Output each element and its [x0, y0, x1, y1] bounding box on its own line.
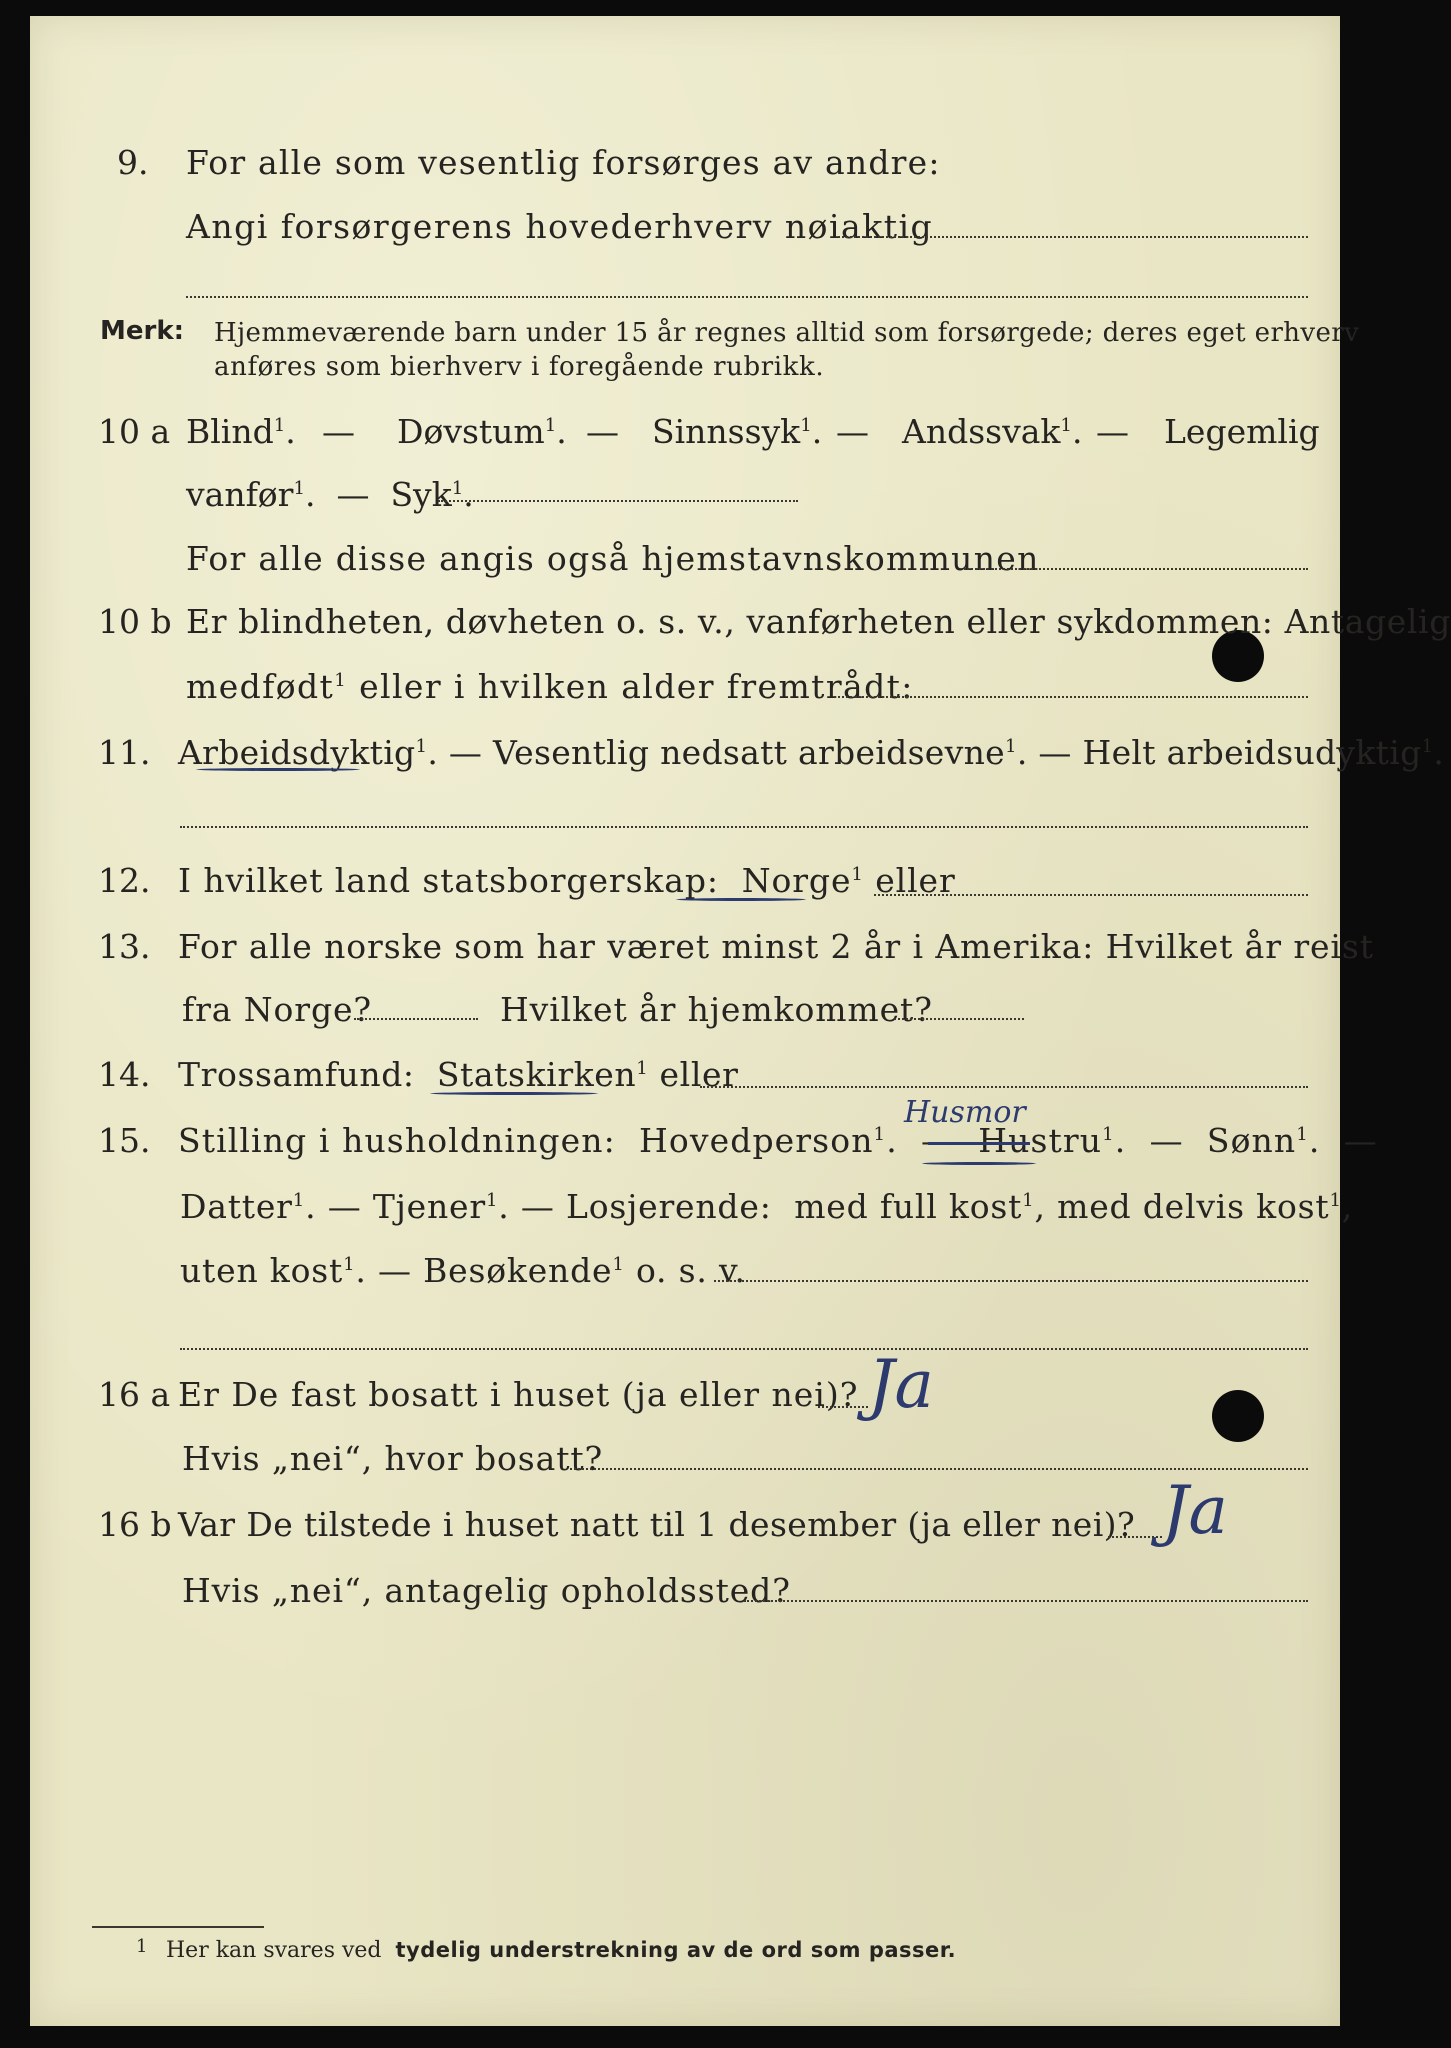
- q16b-line1: Var De tilstede i huset natt til 1 desember (ja eller nei)?: [178, 1505, 1136, 1544]
- q15-hustru-underline: [922, 1162, 1036, 1165]
- q12-opt-norge: Norge: [741, 861, 852, 900]
- q10a-sinnssyk-wrap: Sinnssyk$^1$.: [652, 412, 823, 451]
- q16a-line1: Er De fast bosatt i huset (ja eller nei)?: [178, 1375, 859, 1414]
- q16b-number: 16 b: [98, 1505, 172, 1544]
- q10a-answer-line[interactable]: [438, 500, 798, 502]
- q15-utenkost: uten kost: [180, 1251, 344, 1290]
- q16b-answer-line[interactable]: [1108, 1536, 1162, 1538]
- q9-line1: For alle som vesentlig forsørges av andre:: [186, 143, 941, 182]
- q10a-dovstum: Døvstum: [397, 412, 545, 451]
- q15-line3: uten kost$^1$. — Besøkende$^1$ o. s. v.: [180, 1251, 746, 1290]
- q16b-answer-handwritten: Ja: [1162, 1472, 1228, 1549]
- merk-line2: anføres som bierhverv i foregående rubrikk.: [214, 352, 825, 382]
- footnote-mark: 1: [136, 1936, 148, 1957]
- q10a-syk: Syk: [390, 475, 452, 514]
- footnote-bold-text: tydelig understrekning av de ord som passer.: [395, 1938, 957, 1962]
- q11-line: Arbeidsdyktig$^1$. — Vesentlig nedsatt arbeidsevne$^1$. — Helt arbeidsudyktig$^1$.: [178, 733, 1445, 772]
- q14-line: Trossamfund: Statskirken$^1$ eller: [178, 1055, 739, 1094]
- q14-answer-line[interactable]: [700, 1086, 1308, 1088]
- q10b-line2: medfødt$^1$ eller i hvilken alder fremtrådt:: [186, 667, 914, 706]
- q10a-dash-3: —: [836, 412, 869, 451]
- q13-hjemkommet-line[interactable]: [894, 1018, 1024, 1020]
- q15-hustru-strikethrough: [928, 1142, 1030, 1145]
- q13-line1: For alle norske som har været minst 2 år i Amerika: Hvilket år reist: [178, 927, 1374, 966]
- q10a-number: 10 a: [98, 412, 171, 451]
- q10a-dash-4: —: [1096, 412, 1129, 451]
- q10b-answer-line[interactable]: [834, 696, 1308, 698]
- q12-number: 12.: [98, 861, 151, 900]
- merk-label: Merk:: [100, 316, 185, 346]
- q10a-kommune-line[interactable]: [964, 568, 1308, 570]
- q15-line1: Stilling i husholdningen: Hovedperson$^1$. — Hustru$^1$. — Sønn$^1$. —: [178, 1121, 1378, 1160]
- q13-line2b: Hvilket år hjemkommet?: [500, 990, 933, 1029]
- q15-losjerende: Losjerende:: [566, 1187, 772, 1226]
- q15-hovedperson: Hovedperson: [639, 1121, 874, 1160]
- q11-opt-nedsatt: Vesentlig nedsatt arbeidsevne: [493, 733, 1005, 772]
- q10a-vanfor: vanfør: [186, 475, 294, 514]
- q9-answer-line[interactable]: [838, 236, 1308, 238]
- q10a-andssvak-wrap: Andssvak$^1$.: [902, 412, 1083, 451]
- q12-answer-line[interactable]: [874, 894, 1308, 896]
- q10b-medfodt: medfødt: [186, 667, 335, 706]
- q10a-andssvak: Andssvak: [902, 412, 1061, 451]
- q11-opt-arbeidsdyktig: Arbeidsdyktig: [178, 733, 416, 772]
- q16b-line2: Hvis „nei“, antagelig opholdssted?: [182, 1571, 791, 1610]
- q15-datter: Datter: [180, 1187, 293, 1226]
- q15-hustru: Hustru: [978, 1121, 1103, 1160]
- q10a-line1: Blind$^1$.: [186, 412, 296, 451]
- q14-number: 14.: [98, 1055, 151, 1094]
- q13-reist-line[interactable]: [354, 1018, 478, 1020]
- q11-answer-line[interactable]: [180, 826, 1308, 828]
- footnote-text: Her kan svares ved tydelig understrekning av de ord som passer.: [166, 1938, 957, 1963]
- q11-opt-udyktig: Helt arbeidsudyktig: [1082, 733, 1422, 772]
- punch-hole-bottom: [1212, 1390, 1264, 1442]
- q13-line2a: fra Norge?: [182, 990, 373, 1029]
- q13-number: 13.: [98, 927, 151, 966]
- q16a-answer-line[interactable]: [818, 1406, 868, 1408]
- q10a-dash-1: —: [322, 412, 355, 451]
- q15-answer-line-2[interactable]: [180, 1348, 1308, 1350]
- q12-line: I hvilket land statsborgerskap: Norge$^1$ eller: [178, 861, 956, 900]
- q16a-line2: Hvis „nei“, hvor bosatt?: [182, 1439, 604, 1478]
- q10a-line3: For alle disse angis også hjemstavnskommunen: [186, 539, 1040, 578]
- merk-line1: Hjemmeværende barn under 15 år regnes alltid som forsørgede; deres eget erhverv: [214, 318, 1360, 348]
- q15-besokende: Besøkende: [423, 1251, 613, 1290]
- q15-fullkost: med full kost: [794, 1187, 1023, 1226]
- q10a-sinnssyk: Sinnssyk: [652, 412, 801, 451]
- footnote-rule: [92, 1926, 264, 1928]
- q10a-dovstum-wrap: Døvstum$^1$.: [397, 412, 567, 451]
- q10b-number: 10 b: [98, 602, 172, 641]
- q9-line2: Angi forsørgerens hovederhverv nøiaktig: [186, 207, 934, 246]
- q9-number: 9.: [117, 143, 149, 182]
- q9-answer-line-2[interactable]: [186, 296, 1308, 298]
- q15-text: Stilling i husholdningen:: [178, 1121, 616, 1160]
- q14-underline-mark: [430, 1092, 598, 1095]
- q15-sonn: Sønn: [1206, 1121, 1297, 1160]
- q14-opt-statskirken: Statskirken: [436, 1055, 637, 1094]
- q11-number: 11.: [98, 733, 151, 772]
- q11-underline-mark: [196, 768, 360, 771]
- q10b-line1: Er blindheten, døvheten o. s. v., vanførheten eller sykdommen: Antagelig: [186, 602, 1451, 641]
- q10a-blind: Blind: [186, 412, 274, 451]
- q16a-bosatt-line[interactable]: [570, 1468, 1308, 1470]
- q14-text: Trossamfund:: [178, 1055, 415, 1094]
- q15-tjener: Tjener: [372, 1187, 486, 1226]
- q15-answer-line[interactable]: [714, 1280, 1308, 1282]
- q12-underline-mark: [676, 898, 806, 901]
- q16b-opholdssted-line[interactable]: [744, 1600, 1308, 1602]
- q16a-number: 16 a: [98, 1375, 171, 1414]
- q15-line2: Datter$^1$. — Tjener$^1$. — Losjerende: med full kost$^1$, med delvis kost$^1$,: [180, 1187, 1354, 1226]
- q10a-line2: vanfør$^1$. — Syk$^1$.: [186, 475, 474, 514]
- q10a-legemlig: Legemlig: [1164, 412, 1320, 451]
- q10a-dash-2: —: [586, 412, 619, 451]
- q15-number: 15.: [98, 1121, 151, 1160]
- q12-text: I hvilket land statsborgerskap:: [178, 861, 719, 900]
- q15-handwritten-husmor: Husmor: [904, 1095, 1026, 1130]
- q16a-answer-handwritten: Ja: [868, 1346, 934, 1423]
- q15-delviskost: med delvis kost: [1057, 1187, 1330, 1226]
